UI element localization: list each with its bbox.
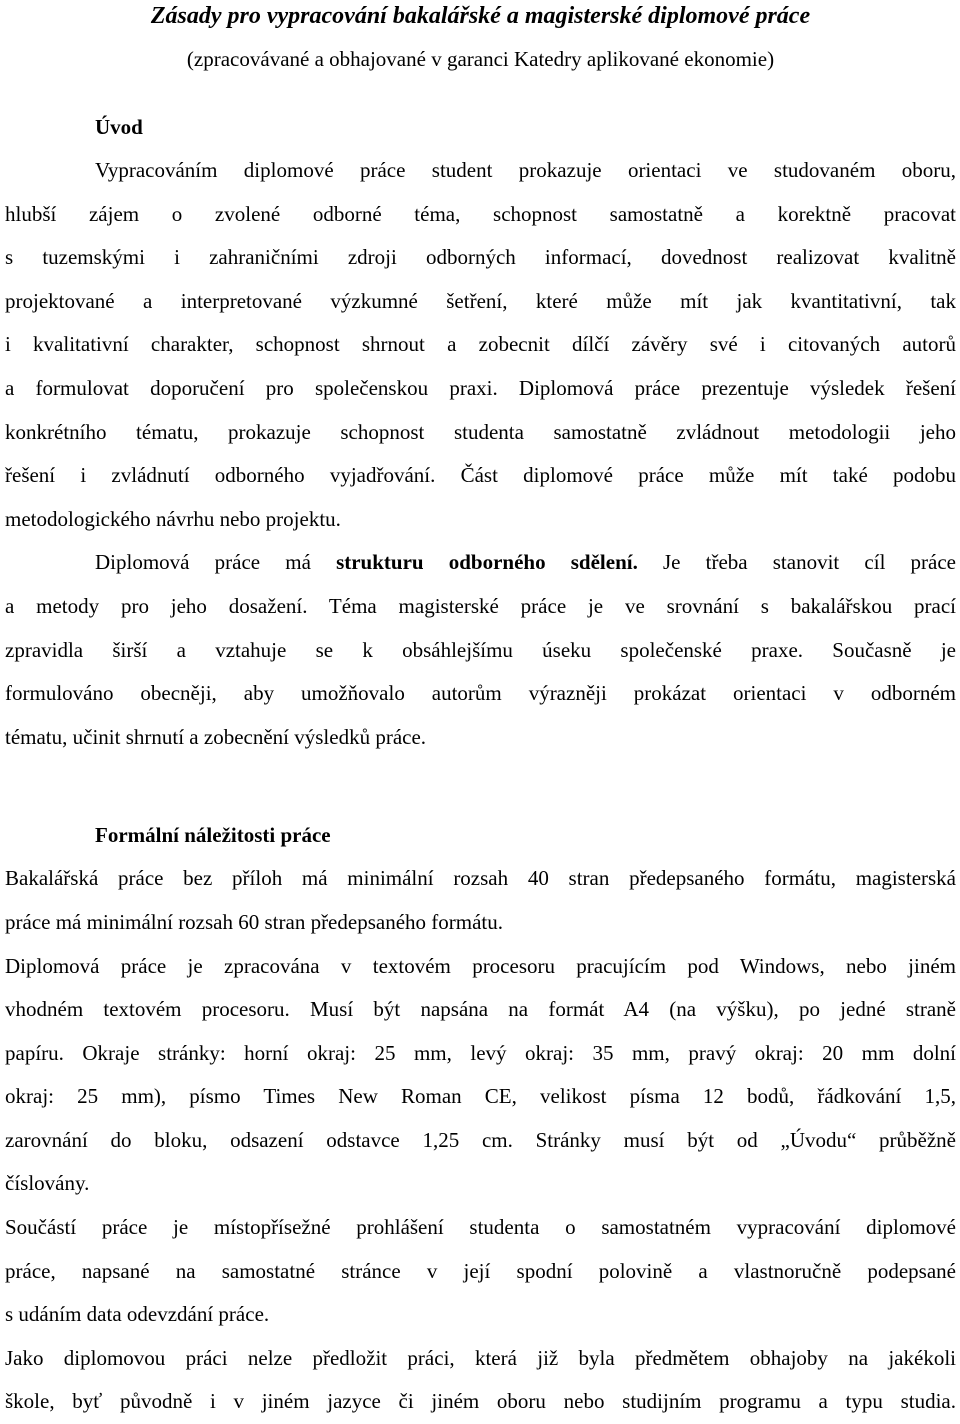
text-line: Bakalářská práce bez příloh má minimální rozsah 40 stran předepsaného formátu, magisterská (5, 866, 956, 891)
text-line: Diplomová práce je zpracována v textovém procesoru pracujícím pod Windows, nebo jiném (5, 953, 956, 978)
text-line: Vypracováním diplomové práce student prokazuje orientaci ve studovaném oboru, (95, 158, 956, 182)
section-heading-formal: Formální náležitosti práce (95, 823, 331, 848)
document-page (5, 0, 956, 1424)
text-line: tématu, učinit shrnutí a zobecnění výsledků práce. (5, 724, 427, 749)
text-line: a formulovat doporučení pro společenskou praxi. Diplomová práce prezentuje výsledek řešení (5, 375, 956, 400)
section-heading-uvod: Úvod (95, 115, 143, 139)
text-line: okraj: 25 mm), písmo Times New Roman CE, velikost písma 12 bodů, řádkování 1,5, (5, 1084, 956, 1109)
text-line: škole, byť původně i v jiném jazyce či jiném oboru nebo studijním programu a typu studia. (5, 1389, 956, 1414)
text-line: konkrétního tématu, prokazuje schopnost studenta samostatně zvládnout metodologii jeho (5, 419, 956, 444)
text-line: s tuzemskými i zahraničními zdroji odborných informací, dovednost realizovat kvalitně (5, 245, 956, 270)
text-line: i kvalitativní charakter, schopnost shrnout a zobecnit dílčí závěry své i citovaných autorů (5, 332, 956, 357)
emphasis-text: strukturu odborného sdělení. (336, 550, 638, 575)
text-line: s udáním data odevzdání práce. (5, 1302, 270, 1327)
text-line: Součástí práce je místopřísežné prohlášení studenta o samostatném vypracování diplomové (5, 1215, 956, 1240)
formal-paragraph-4 (5, 1337, 956, 1424)
uvod-paragraph-1 (5, 149, 956, 541)
text-line: a metody pro jeho dosažení. Téma magisterské práce je ve srovnání s bakalářskou prací (5, 593, 956, 618)
uvod-paragraph-2 (5, 541, 956, 759)
document-title: Zásady pro vypracování bakalářské a magisterské diplomové práce (150, 3, 811, 29)
text-line: vhodném textovém procesoru. Musí být napsána na formát A4 (na výšku), po jedné straně (5, 997, 956, 1022)
text-line: hlubší zájem o zvolené odborné téma, schopnost samostatně a korektně pracovat (5, 201, 956, 226)
formal-paragraph-3 (5, 1206, 956, 1337)
text-line: metodologického návrhu nebo projektu. (5, 506, 341, 531)
text-line: papíru. Okraje stránky: horní okraj: 25 mm, levý okraj: 35 mm, pravý okraj: 20 mm dolní (5, 1040, 956, 1065)
text-line: zarovnání do bloku, odsazení odstavce 1,25 cm. Stránky musí být od „Úvodu“ průběžně (5, 1127, 956, 1152)
text-line: zpravidla širší a vztahuje se k obsáhlejšímu úseku společenské praxe. Současně je (5, 637, 956, 662)
text-line-mixed (5, 541, 956, 585)
text-line: Jako diplomovou práci nelze předložit práci, která již byla předmětem obhajoby na jakékoli (5, 1345, 956, 1370)
text-run: Je třeba stanovit cíl práce (637, 550, 957, 575)
text-run: Diplomová práce má (95, 550, 337, 575)
formal-paragraph-1 (5, 857, 956, 944)
text-line: řešení i zvládnutí odborného vyjadřování. Část diplomové práce může mít také podobu (5, 463, 956, 488)
text-line: číslovány. (5, 1171, 90, 1196)
text-line: formulováno obecněji, aby umožňovalo autorům výrazněji prokázat orientaci v odborném (5, 681, 956, 706)
formal-paragraph-2 (5, 945, 956, 1207)
document-subtitle: (zpracovávané a obhajované v garanci Katedry aplikované ekonomie) (186, 47, 775, 71)
text-line: práce, napsané na samostatné stránce v její spodní polovině a vlastnoručně podepsané (5, 1258, 956, 1283)
text-line: projektované a interpretované výzkumné šetření, které může mít jak kvantitativní, tak (5, 288, 956, 313)
text-line: práce má minimální rozsah 60 stran předepsaného formátu. (5, 909, 503, 934)
